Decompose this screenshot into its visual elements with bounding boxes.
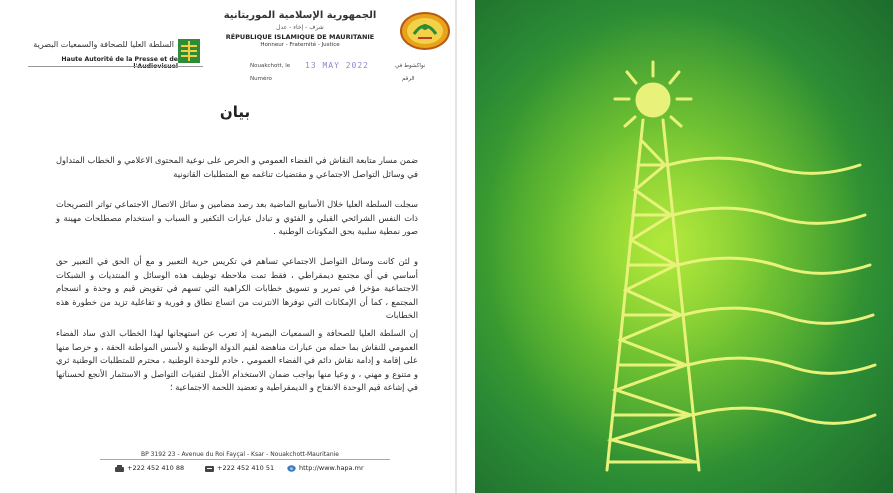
place-label-arabic: نواكشوط في [395, 63, 426, 69]
statement-title: بيان [219, 103, 251, 121]
website-link[interactable]: http://www.hapa.mr [299, 464, 364, 472]
phone-icon [115, 465, 124, 472]
authority-name-french: Haute Autorité de la Presse et de [61, 56, 178, 63]
motto-arabic: شرف - إخاء - عدل [276, 24, 324, 31]
place-label: Nouakchott, le [250, 63, 291, 69]
numero-label: Numéro [250, 76, 272, 82]
paragraph-2: سجلت السلطة العليا خلال الأسابيع الماضية بعد رصد مضامين و سائل الاتصال الاجتماعي تواتر التصريحات ذات النفس الشرائحي القبلي و الفئوي و تبادل عبارات التكفير و السباب و استخدام مصطلحات مهينة و صور نمطية سلبية بحق المكونات الوطنية . [56, 199, 418, 237]
tower-artwork [475, 0, 893, 493]
footer-fax [205, 464, 274, 472]
page-edge [455, 0, 457, 493]
mauritania-emblem-icon [400, 12, 450, 50]
paragraph-1: ضمن مسار متابعة النقاش في الفضاء العمومي و الحرص على نوعية المحتوى الاعلامي و الخطاب المتداول في وسائل التواصل الاجتماعي و مقتضيات تناغمه مع المتطلبات القانونية [56, 155, 418, 179]
svg-text:w: w [289, 465, 294, 471]
web-icon [287, 465, 296, 472]
motto-french: Honneur - Fraternité - Justice [260, 42, 340, 48]
authority-name-arabic: السلطة العليا للصحافة والسمعيات البصرية [33, 40, 174, 49]
fax-number: +222 452 410 51 [217, 464, 275, 472]
republic-name-arabic: الجمهورية الإسلامية الموريتانية [223, 10, 377, 21]
footer-divider [100, 459, 390, 460]
paragraph-3: و لئن كانت وسائل التواصل الاجتماعي تساهم في تكريس حرية التعبير و مع أن الحق في التعبير حق أساسي في أي مجتمع ديمقراطي ، فقط تمت ملاحظة توظيف هذه الوسائل و المنتديات و الشبكات الاجتماعية مؤخرا في تمرير و تسويق خطابات الكراهية التي تسهم في تقويض قيم و وحدة و انسجام المجتمع ، كما أن الإمكانات التي توفرها الانترنت من اتساع نطاق و فورية و تفاعلية تزيد من خطورة هذه الخطابات [56, 256, 418, 321]
footer-address: BP 3192 23 - Avenue du Roi Fayçal - Ksar - Nouakchott-Mauritanie [141, 451, 339, 458]
fax-icon [205, 465, 214, 472]
header-divider [28, 66, 203, 67]
paragraph-4: إن السلطة العليا للصحافة و السمعيات البصرية إذ تعرب عن استهجانها لهذا الخطاب الذي ساد الفضاء العمومي للنقاش بما حمله من عبارات مناهضة لقيم الدولة الوطنية و لأسس المواطنة الحقة ، و حرصا منها على إقامة و إدامة نقاش دائم في الفضاء العمومي ، خادم للوحدة الوطنية ، محترم للمتطلبات الوطنية ثري و متنوع و مهني ، و وعيا منها بواجب ضمان الاستخدام الأمثل لتقنيات التواصل و الاستثمار الأنجع لحسناتها في إشاعة قيم الوحدة الانفتاح و الديمقراطية و تعضيد اللحمة الاجتماعية ؛ [56, 328, 418, 393]
numero-label-arabic: الرقم [402, 76, 415, 82]
date-stamp: 13 MAY 2022 [305, 61, 369, 70]
transmission-tower-icon [475, 0, 893, 493]
footer-phone [115, 464, 184, 472]
republic-name-french: RÉPUBLIQUE ISLAMIQUE DE MAURITANIE [225, 33, 375, 41]
phone-number: +222 452 410 88 [127, 464, 185, 472]
footer-website[interactable] [287, 464, 364, 472]
hapa-logo-icon [178, 39, 200, 63]
image-gap [463, 0, 475, 493]
